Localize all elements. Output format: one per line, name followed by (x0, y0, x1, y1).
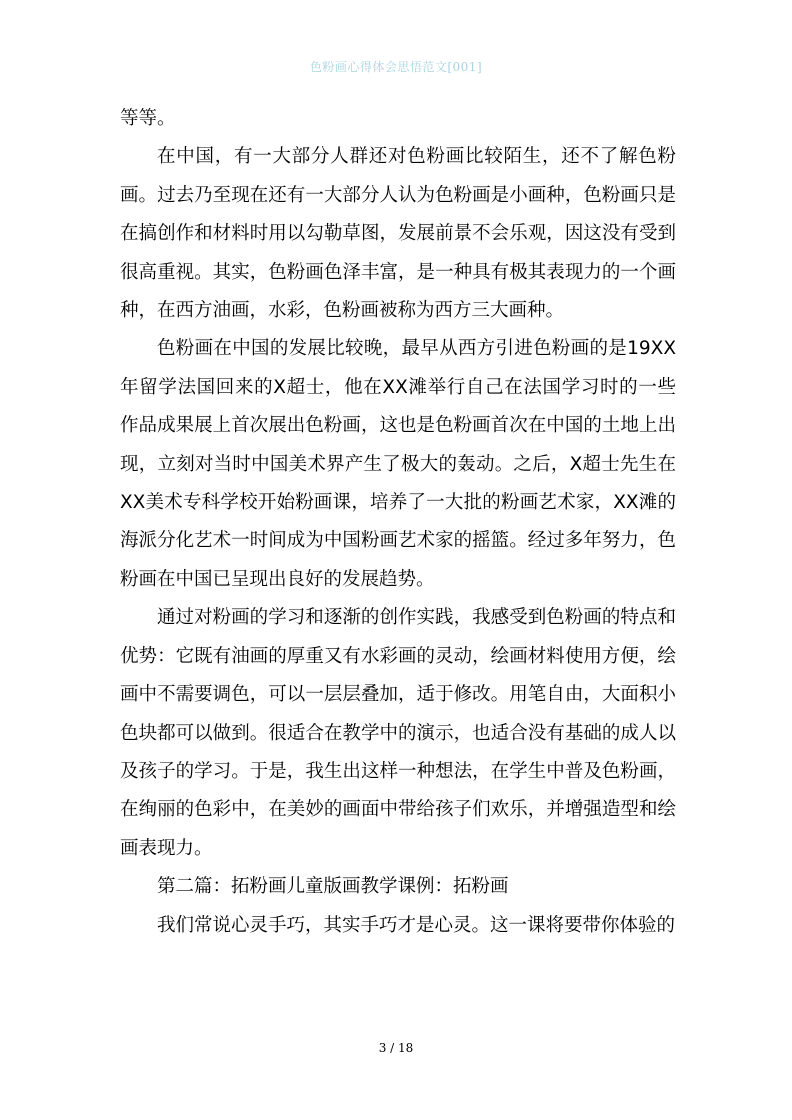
page-number: 3 / 18 (378, 1041, 414, 1055)
section-heading: 第二篇：拓粉画儿童版画教学课例：拓粉画 (157, 876, 509, 898)
document-body (120, 100, 676, 945)
paragraph-section-intro: 我们常说心灵手巧，其实手巧才是心灵。这一课将要带你体验的 (157, 914, 676, 936)
page-header: 色粉画心得体会思悟范文[001] (309, 60, 483, 74)
paragraph-pastel-history: 色粉画在中国的发展比较晚，最早从西方引进色粉画的是19XX年留学法国回来的X超士，他在XX滩举行自己在法国学习时的一些作品成果展上首次展出色粉画，这也是色粉画首次在中国的土地上出现，立刻对当时中国美术界产生了极大的轰动。之后，X超士先生在XX美术专科学校开始粉画课，培养了一大批的粉画艺术家，XX滩的海派分化艺术一时间成为中国粉画艺术家的摇篮。经过多年努力，色粉画在中国已呈现出良好的发展趋势。 (120, 338, 676, 590)
paragraph-pastel-in-china: 在中国，有一大部分人群还对色粉画比较陌生，还不了解色粉画。过去乃至现在还有一大部分人认为色粉画是小画种，色粉画只是在搞创作和材料时用以勾勒草图，发展前景不会乐观，因这没有受到很高重视。其实，色粉画色泽丰富，是一种具有极其表现力的一个画种，在西方油画，水彩，色粉画被称为西方三大画种。 (120, 146, 676, 322)
paragraph-pastel-advantages: 通过对粉画的学习和逐渐的创作实践，我感受到色粉画的特点和优势：它既有油画的厚重又有水彩画的灵动，绘画材料使用方便，绘画中不需要调色，可以一层层叠加，适于修改。用笔自由，大面积小色块都可以做到。很适合在教学中的演示，也适合没有基础的成人以及孩子的学习。于是，我生出这样一种想法，在学生中普及色粉画，在绚丽的色彩中，在美妙的画面中带给孩子们欢乐，并增强造型和绘画表现力。 (120, 607, 676, 859)
paragraph-continuation: 等等。 (120, 108, 176, 129)
